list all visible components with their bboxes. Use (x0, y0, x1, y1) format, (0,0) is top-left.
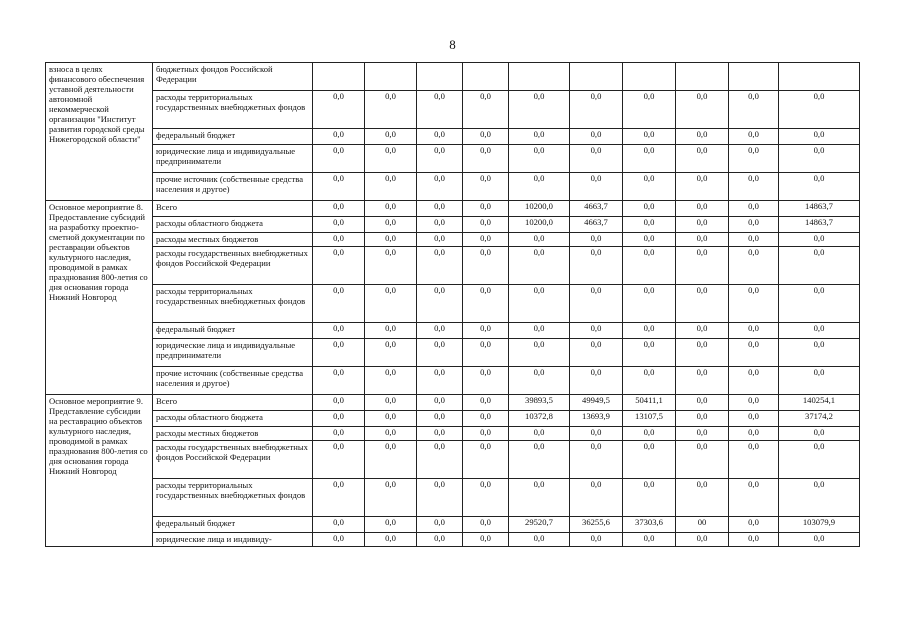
table-row (46, 247, 860, 285)
value-cell: 0,0 (676, 145, 729, 173)
value-cell: 0,0 (463, 533, 509, 547)
value-cell: 0,0 (463, 395, 509, 411)
value-cell: 0,0 (779, 323, 860, 339)
value-cell: 0,0 (729, 367, 779, 395)
table-row (46, 533, 860, 547)
value-cell: 0,0 (779, 91, 860, 129)
value-cell: 0,0 (417, 247, 463, 285)
value-cell: 0,0 (676, 91, 729, 129)
table-row (46, 517, 860, 533)
activity-cell: Основное мероприятие 9. Представление субсидии на реставрацию объектов культурного наследия, проводимой в рамках празднования 800-летия со дня основания города Нижний Новгород (46, 395, 153, 547)
value-cell: 0,0 (509, 367, 570, 395)
value-cell: 0,0 (365, 217, 417, 233)
value-cell: 0,0 (313, 201, 365, 217)
value-cell: 0,0 (463, 233, 509, 247)
value-cell: 0,0 (676, 129, 729, 145)
value-cell: 0,0 (570, 285, 623, 323)
value-cell: 0,0 (676, 173, 729, 201)
value-cell: 0,0 (570, 533, 623, 547)
table-row (46, 129, 860, 145)
value-cell: 0,0 (623, 145, 676, 173)
value-cell: 0,0 (417, 323, 463, 339)
value-cell: 0,0 (729, 173, 779, 201)
value-cell: 0,0 (463, 367, 509, 395)
value-cell: 0,0 (570, 145, 623, 173)
value-cell: 0,0 (729, 479, 779, 517)
value-cell: 0,0 (417, 201, 463, 217)
value-cell: 0,0 (417, 411, 463, 427)
table-row (46, 233, 860, 247)
value-cell: 0,0 (623, 233, 676, 247)
value-cell: 0,0 (570, 91, 623, 129)
value-cell: 0,0 (417, 91, 463, 129)
value-cell: 0,0 (509, 233, 570, 247)
value-cell: 0,0 (509, 441, 570, 479)
value-cell: 0,0 (313, 217, 365, 233)
value-cell: 0,0 (729, 411, 779, 427)
value-cell: 0,0 (676, 217, 729, 233)
value-cell: 0,0 (365, 91, 417, 129)
value-cell: 0,0 (509, 427, 570, 441)
value-cell: 0,0 (676, 367, 729, 395)
table-row (46, 427, 860, 441)
value-cell: 0,0 (570, 339, 623, 367)
value-cell: 140254,1 (779, 395, 860, 411)
value-cell: 37174,2 (779, 411, 860, 427)
funding-source-cell: расходы государственных внебюджетных фондов Российской Федерации (153, 441, 313, 479)
value-cell: 0,0 (463, 217, 509, 233)
value-cell: 4663,7 (570, 201, 623, 217)
value-cell (779, 63, 860, 91)
funding-source-cell: расходы территориальных государственных внебюджетных фондов (153, 91, 313, 129)
value-cell: 0,0 (463, 517, 509, 533)
value-cell: 0,0 (313, 129, 365, 145)
value-cell: 0,0 (365, 247, 417, 285)
value-cell: 0,0 (729, 285, 779, 323)
value-cell: 0,0 (623, 479, 676, 517)
value-cell: 36255,6 (570, 517, 623, 533)
funding-source-cell: расходы местных бюджетов (153, 233, 313, 247)
value-cell: 0,0 (729, 517, 779, 533)
value-cell: 50411,1 (623, 395, 676, 411)
funding-source-cell: юридические лица и индивиду- (153, 533, 313, 547)
value-cell: 0,0 (570, 441, 623, 479)
value-cell: 0,0 (676, 247, 729, 285)
value-cell: 0,0 (779, 233, 860, 247)
value-cell: 0,0 (676, 201, 729, 217)
funding-source-cell: прочие источник (собственные средства населения и другое) (153, 367, 313, 395)
value-cell: 0,0 (365, 339, 417, 367)
value-cell: 49949,5 (570, 395, 623, 411)
value-cell: 0,0 (676, 411, 729, 427)
value-cell: 0,0 (509, 129, 570, 145)
value-cell: 0,0 (729, 129, 779, 145)
value-cell: 0,0 (729, 441, 779, 479)
value-cell: 0,0 (509, 323, 570, 339)
value-cell: 0,0 (623, 339, 676, 367)
value-cell: 0,0 (729, 395, 779, 411)
value-cell: 0,0 (463, 91, 509, 129)
activity-cell: Основное мероприятие 8. Предоставление субсидий на разработку проектно-сметной документации по реставрации объектов культурного наследия, проводимой в рамках празднования 800-летия со дня основания города Нижний Новгород (46, 201, 153, 395)
value-cell: 0,0 (365, 479, 417, 517)
value-cell: 0,0 (365, 173, 417, 201)
value-cell: 0,0 (570, 247, 623, 285)
value-cell: 0,0 (365, 367, 417, 395)
value-cell: 0,0 (365, 411, 417, 427)
value-cell: 0,0 (417, 129, 463, 145)
value-cell: 0,0 (313, 339, 365, 367)
value-cell: 0,0 (729, 217, 779, 233)
funding-source-cell: расходы областного бюджета (153, 217, 313, 233)
value-cell: 0,0 (779, 533, 860, 547)
value-cell: 0,0 (313, 367, 365, 395)
value-cell: 0,0 (463, 201, 509, 217)
value-cell: 0,0 (463, 479, 509, 517)
value-cell: 0,0 (365, 427, 417, 441)
table-row (46, 411, 860, 427)
value-cell: 0,0 (313, 91, 365, 129)
value-cell: 0,0 (509, 173, 570, 201)
value-cell: 0,0 (417, 145, 463, 173)
funding-source-cell: расходы территориальных государственных внебюджетных фондов (153, 285, 313, 323)
value-cell: 0,0 (417, 395, 463, 411)
table-row (46, 339, 860, 367)
funding-source-cell: юридические лица и индивидуальные предприниматели (153, 145, 313, 173)
table-row (46, 441, 860, 479)
table-row (46, 479, 860, 517)
value-cell: 0,0 (313, 323, 365, 339)
value-cell: 0,0 (623, 323, 676, 339)
funding-source-cell: федеральный бюджет (153, 517, 313, 533)
value-cell: 0,0 (623, 533, 676, 547)
value-cell: 0,0 (365, 517, 417, 533)
value-cell: 0,0 (313, 247, 365, 285)
value-cell: 0,0 (570, 233, 623, 247)
value-cell: 13107,5 (623, 411, 676, 427)
value-cell: 0,0 (676, 339, 729, 367)
funding-table (45, 62, 860, 547)
value-cell: 0,0 (313, 173, 365, 201)
funding-source-cell: федеральный бюджет (153, 323, 313, 339)
value-cell: 0,0 (676, 479, 729, 517)
value-cell (676, 63, 729, 91)
value-cell (313, 63, 365, 91)
value-cell: 0,0 (676, 233, 729, 247)
value-cell: 0,0 (313, 533, 365, 547)
value-cell: 0,0 (623, 201, 676, 217)
value-cell: 0,0 (417, 339, 463, 367)
value-cell: 0,0 (417, 285, 463, 323)
value-cell: 0,0 (417, 217, 463, 233)
value-cell: 0,0 (313, 479, 365, 517)
value-cell: 0,0 (779, 145, 860, 173)
value-cell: 0,0 (313, 517, 365, 533)
value-cell: 0,0 (313, 145, 365, 173)
value-cell: 0,0 (676, 441, 729, 479)
table-row (46, 145, 860, 173)
value-cell: 0,0 (509, 247, 570, 285)
value-cell: 103079,9 (779, 517, 860, 533)
value-cell: 0,0 (676, 427, 729, 441)
value-cell: 0,0 (779, 173, 860, 201)
value-cell: 0,0 (779, 427, 860, 441)
table-body (46, 63, 860, 547)
value-cell: 0,0 (365, 441, 417, 479)
value-cell: 0,0 (623, 427, 676, 441)
value-cell: 0,0 (779, 441, 860, 479)
value-cell: 0,0 (365, 323, 417, 339)
value-cell: 0,0 (779, 129, 860, 145)
value-cell (729, 63, 779, 91)
value-cell: 0,0 (365, 533, 417, 547)
value-cell: 0,0 (417, 427, 463, 441)
value-cell: 0,0 (365, 395, 417, 411)
value-cell: 0,0 (313, 395, 365, 411)
value-cell: 0,0 (365, 233, 417, 247)
value-cell: 0,0 (417, 533, 463, 547)
table-row (46, 63, 860, 91)
value-cell: 10200,0 (509, 217, 570, 233)
funding-source-cell: юридические лица и индивидуальные предприниматели (153, 339, 313, 367)
value-cell: 0,0 (623, 247, 676, 285)
value-cell: 0,0 (365, 201, 417, 217)
value-cell: 0,0 (623, 441, 676, 479)
value-cell: 0,0 (623, 217, 676, 233)
value-cell (365, 63, 417, 91)
value-cell (463, 63, 509, 91)
value-cell: 0,0 (509, 533, 570, 547)
table-row (46, 323, 860, 339)
value-cell: 0,0 (676, 533, 729, 547)
value-cell: 0,0 (570, 479, 623, 517)
value-cell: 14863,7 (779, 201, 860, 217)
value-cell: 0,0 (313, 427, 365, 441)
value-cell: 0,0 (779, 479, 860, 517)
value-cell: 0,0 (417, 517, 463, 533)
value-cell: 0,0 (463, 427, 509, 441)
value-cell: 29520,7 (509, 517, 570, 533)
funding-source-cell: Всего (153, 395, 313, 411)
value-cell: 0,0 (463, 145, 509, 173)
table-row (46, 285, 860, 323)
value-cell: 0,0 (463, 441, 509, 479)
value-cell: 0,0 (509, 91, 570, 129)
value-cell: 0,0 (417, 441, 463, 479)
value-cell: 0,0 (779, 285, 860, 323)
value-cell: 0,0 (313, 285, 365, 323)
value-cell: 0,0 (779, 339, 860, 367)
table-row (46, 91, 860, 129)
table-row (46, 367, 860, 395)
value-cell (417, 63, 463, 91)
value-cell: 0,0 (623, 173, 676, 201)
activity-cell: взноса в целях финансового обеспечения уставной деятельности автономной некоммерческой организации "Институт развития городской среды Нижегородской области" (46, 63, 153, 201)
table-row (46, 217, 860, 233)
value-cell: 0,0 (417, 479, 463, 517)
page-number: 8 (449, 37, 456, 52)
funding-source-cell: расходы территориальных государственных внебюджетных фондов (153, 479, 313, 517)
value-cell: 0,0 (570, 129, 623, 145)
value-cell: 0,0 (729, 233, 779, 247)
value-cell: 0,0 (463, 247, 509, 285)
value-cell: 0,0 (676, 323, 729, 339)
value-cell: 0,0 (779, 247, 860, 285)
value-cell: 0,0 (509, 285, 570, 323)
value-cell: 0,0 (570, 427, 623, 441)
value-cell: 0,0 (676, 285, 729, 323)
value-cell: 0,0 (623, 91, 676, 129)
value-cell: 0,0 (570, 323, 623, 339)
value-cell: 0,0 (729, 427, 779, 441)
value-cell: 0,0 (676, 395, 729, 411)
table-row (46, 395, 860, 411)
value-cell: 0,0 (729, 91, 779, 129)
funding-source-cell: бюджетных фондов Российской Федерации (153, 63, 313, 91)
value-cell: 0,0 (365, 285, 417, 323)
value-cell: 0,0 (509, 145, 570, 173)
value-cell: 0,0 (463, 411, 509, 427)
value-cell: 0,0 (509, 479, 570, 517)
value-cell: 0,0 (463, 129, 509, 145)
funding-source-cell: расходы областного бюджета (153, 411, 313, 427)
value-cell: 0,0 (313, 441, 365, 479)
value-cell: 0,0 (570, 367, 623, 395)
value-cell: 0,0 (463, 323, 509, 339)
value-cell: 0,0 (463, 173, 509, 201)
value-cell: 0,0 (463, 285, 509, 323)
value-cell: 0,0 (729, 247, 779, 285)
value-cell: 4663,7 (570, 217, 623, 233)
funding-source-cell: прочие источник (собственные средства населения и другое) (153, 173, 313, 201)
value-cell: 0,0 (729, 533, 779, 547)
value-cell (570, 63, 623, 91)
value-cell: 0,0 (365, 129, 417, 145)
value-cell: 0,0 (417, 367, 463, 395)
value-cell: 0,0 (729, 145, 779, 173)
value-cell: 0,0 (313, 411, 365, 427)
value-cell: 0,0 (779, 367, 860, 395)
value-cell: 0,0 (729, 339, 779, 367)
value-cell (509, 63, 570, 91)
value-cell: 00 (676, 517, 729, 533)
value-cell: 39893,5 (509, 395, 570, 411)
value-cell: 0,0 (623, 129, 676, 145)
value-cell: 0,0 (509, 339, 570, 367)
value-cell: 37303,6 (623, 517, 676, 533)
value-cell: 0,0 (623, 285, 676, 323)
value-cell: 0,0 (417, 233, 463, 247)
funding-source-cell: расходы местных бюджетов (153, 427, 313, 441)
value-cell: 14863,7 (779, 217, 860, 233)
table-row (46, 201, 860, 217)
value-cell: 10372,8 (509, 411, 570, 427)
value-cell: 0,0 (365, 145, 417, 173)
funding-source-cell: федеральный бюджет (153, 129, 313, 145)
value-cell: 0,0 (729, 323, 779, 339)
value-cell (623, 63, 676, 91)
value-cell: 0,0 (570, 173, 623, 201)
funding-source-cell: Всего (153, 201, 313, 217)
value-cell: 13693,9 (570, 411, 623, 427)
value-cell: 10200,0 (509, 201, 570, 217)
value-cell: 0,0 (623, 367, 676, 395)
funding-source-cell: расходы государственных внебюджетных фондов Российской Федерации (153, 247, 313, 285)
table-row (46, 173, 860, 201)
value-cell: 0,0 (463, 339, 509, 367)
value-cell: 0,0 (417, 173, 463, 201)
value-cell: 0,0 (313, 233, 365, 247)
value-cell: 0,0 (729, 201, 779, 217)
